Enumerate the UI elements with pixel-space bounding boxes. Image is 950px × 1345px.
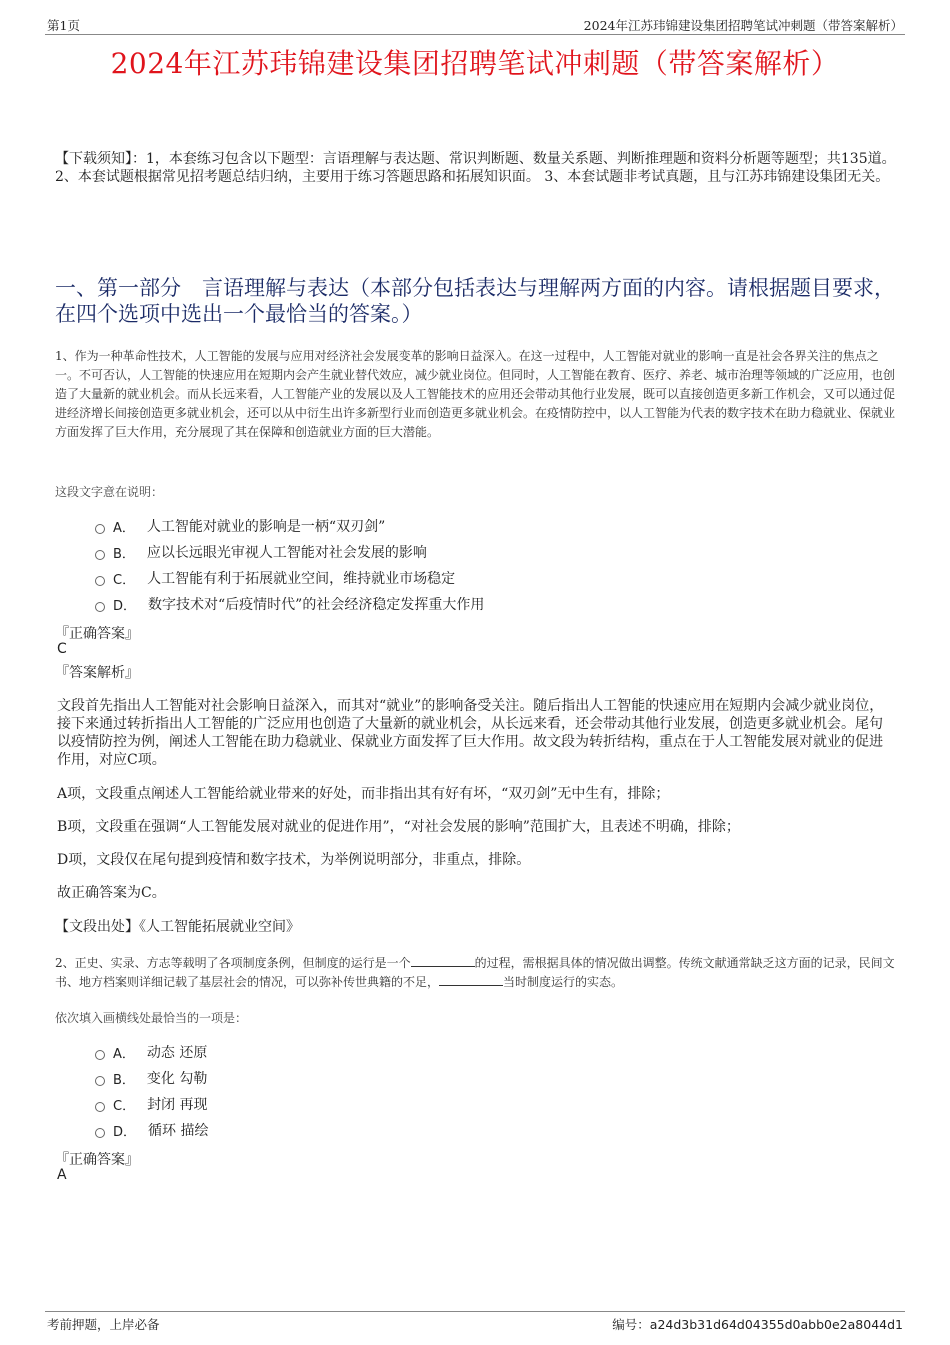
radio-icon[interactable]: [95, 1050, 105, 1060]
question-1-options: [95, 513, 795, 617]
radio-icon[interactable]: [95, 1128, 105, 1138]
radio-icon[interactable]: [95, 524, 105, 534]
header-doc-title: 2024年江苏玮锦建设集团招聘笔试冲刺题（带答案解析）: [583, 18, 903, 33]
fill-blank-2: [439, 974, 503, 986]
question-2-text: 2、正史、实录、方志等载明了各项制度条例，但制度的运行是一个 的过程，需根据具体的情况做出调整。传统文献通常缺乏这方面的记录，民间文书、地方档案则详细记载了基层社会的情况，可以弥补传世典籍的不足， 当时制度运行的实态。: [55, 956, 895, 989]
page-footer: [45, 1311, 905, 1336]
option-b[interactable]: B． 应以长远眼光审视人工智能对社会发展的影响: [95, 539, 795, 565]
question-1-text: 1、作为一种革命性技术，人工智能的发展与应用对经济社会发展变革的影响日益深入。在这一过程中，人工智能对就业的影响一直是社会各界关注的焦点之一。不可否认，人工智能的快速应用在短期内会产生就业替代效应，减少就业岗位。但同时，人工智能在教育、医疗、养老、城市治理等领域的广泛应用，也创造了大量新的就业机会。而从长远来看，人工智能产业的发展以及人工智能技术的应用还会带动其他行业发展，既可以直接创造更多新工作机会，又可以通过促进经济增长间接创造更多就业机会，还可以从中衍生出许多新型行业而创造更多就业机会。在疫情防控中，以人工智能为代表的数字技术在助力稳就业、保就业方面发挥了巨大作用，充分展现了其在保障和创造就业方面的巨大潜能。: [55, 349, 896, 439]
option-d[interactable]: D． 循环 描绘: [95, 1117, 795, 1143]
question-1-prompt: 这段文字意在说明：: [55, 485, 164, 499]
page-header: [45, 14, 905, 35]
footer-slogan: 考前押题，上岸必备: [47, 1317, 160, 1332]
option-c[interactable]: C． 封闭 再现: [95, 1091, 795, 1117]
document-code: 编号：a24d3b31d64d04355d0abb0e2a8044d1: [612, 1317, 903, 1332]
radio-icon[interactable]: [95, 1076, 105, 1086]
answer-label: 『正确答案』: [55, 626, 139, 642]
question-2-prompt: 依次填入画横线处最恰当的一项是：: [55, 1011, 248, 1025]
analysis-option-d: D项，文段仅在尾句提到疫情和数字技术，为举例说明部分，非重点，排除。: [57, 852, 531, 868]
option-b[interactable]: B． 变化 勾勒: [95, 1065, 795, 1091]
option-a[interactable]: A． 动态 还原: [95, 1039, 795, 1065]
page-number: 第1页: [47, 18, 80, 33]
analysis-label: 『答案解析』: [55, 665, 139, 681]
analysis-conclusion: 故正确答案为C。: [57, 885, 166, 901]
correct-answer: A: [57, 1167, 67, 1183]
page-title: 2024年江苏玮锦建设集团招聘笔试冲刺题（带答案解析）: [110, 47, 840, 80]
download-notice: 【下载须知】：1，本套练习包含以下题型：言语理解与表达题、常识判断题、数量关系题、判断推理题和资料分析题等题型；共135道。 2、本套试题根据常见招考题总结归纳，主要用于练习答题思路和拓展知识面。 3、本套试题非考试真题，且与江苏玮锦建设集团无关。: [55, 151, 896, 185]
fill-blank-1: [411, 955, 475, 967]
radio-icon[interactable]: [95, 576, 105, 586]
option-d[interactable]: D． 数字技术对“后疫情时代”的社会经济稳定发挥重大作用: [95, 591, 795, 617]
analysis-option-a: A项，文段重点阐述人工智能给就业带来的好处，而非指出其有好有坏，“双刃剑”无中生有，排除；: [57, 786, 670, 802]
question-2-options: [95, 1039, 795, 1143]
correct-answer: C: [57, 641, 67, 657]
option-c[interactable]: C． 人工智能有利于拓展就业空间，维持就业市场稳定: [95, 565, 795, 591]
radio-icon[interactable]: [95, 550, 105, 560]
radio-icon[interactable]: [95, 1102, 105, 1112]
option-a[interactable]: A． 人工智能对就业的影响是一柄“双刃剑”: [95, 513, 795, 539]
radio-icon[interactable]: [95, 602, 105, 612]
answer-label: 『正确答案』: [55, 1152, 139, 1168]
analysis-paragraph: 文段首先指出人工智能对社会影响日益深入，而其对“就业”的影响备受关注。随后指出人工智能的快速应用在短期内会减少就业岗位，接下来通过转折指出人工智能的广泛应用也创造了大量新的就业机会，从长远来看，还会带动其他行业发展，创造更多就业机会。尾句以疫情防控为例，阐述人工智能在助力稳就业、保就业方面发挥了巨大作用。故文段为转折结构，重点在于人工智能发展对就业的促进作用，对应C项。: [57, 698, 884, 768]
analysis-option-b: B项，文段重在强调“人工智能发展对就业的促进作用”，“对社会发展的影响”范围扩大，且表述不明确，排除；: [57, 819, 740, 835]
passage-source: 【文段出处】《人工智能拓展就业空间》: [55, 919, 300, 935]
section-title: 一、第一部分 言语理解与表达（本部分包括表达与理解两方面的内容。请根据题目要求，在四个选项中选出一个最恰当的答案。）: [55, 276, 895, 326]
